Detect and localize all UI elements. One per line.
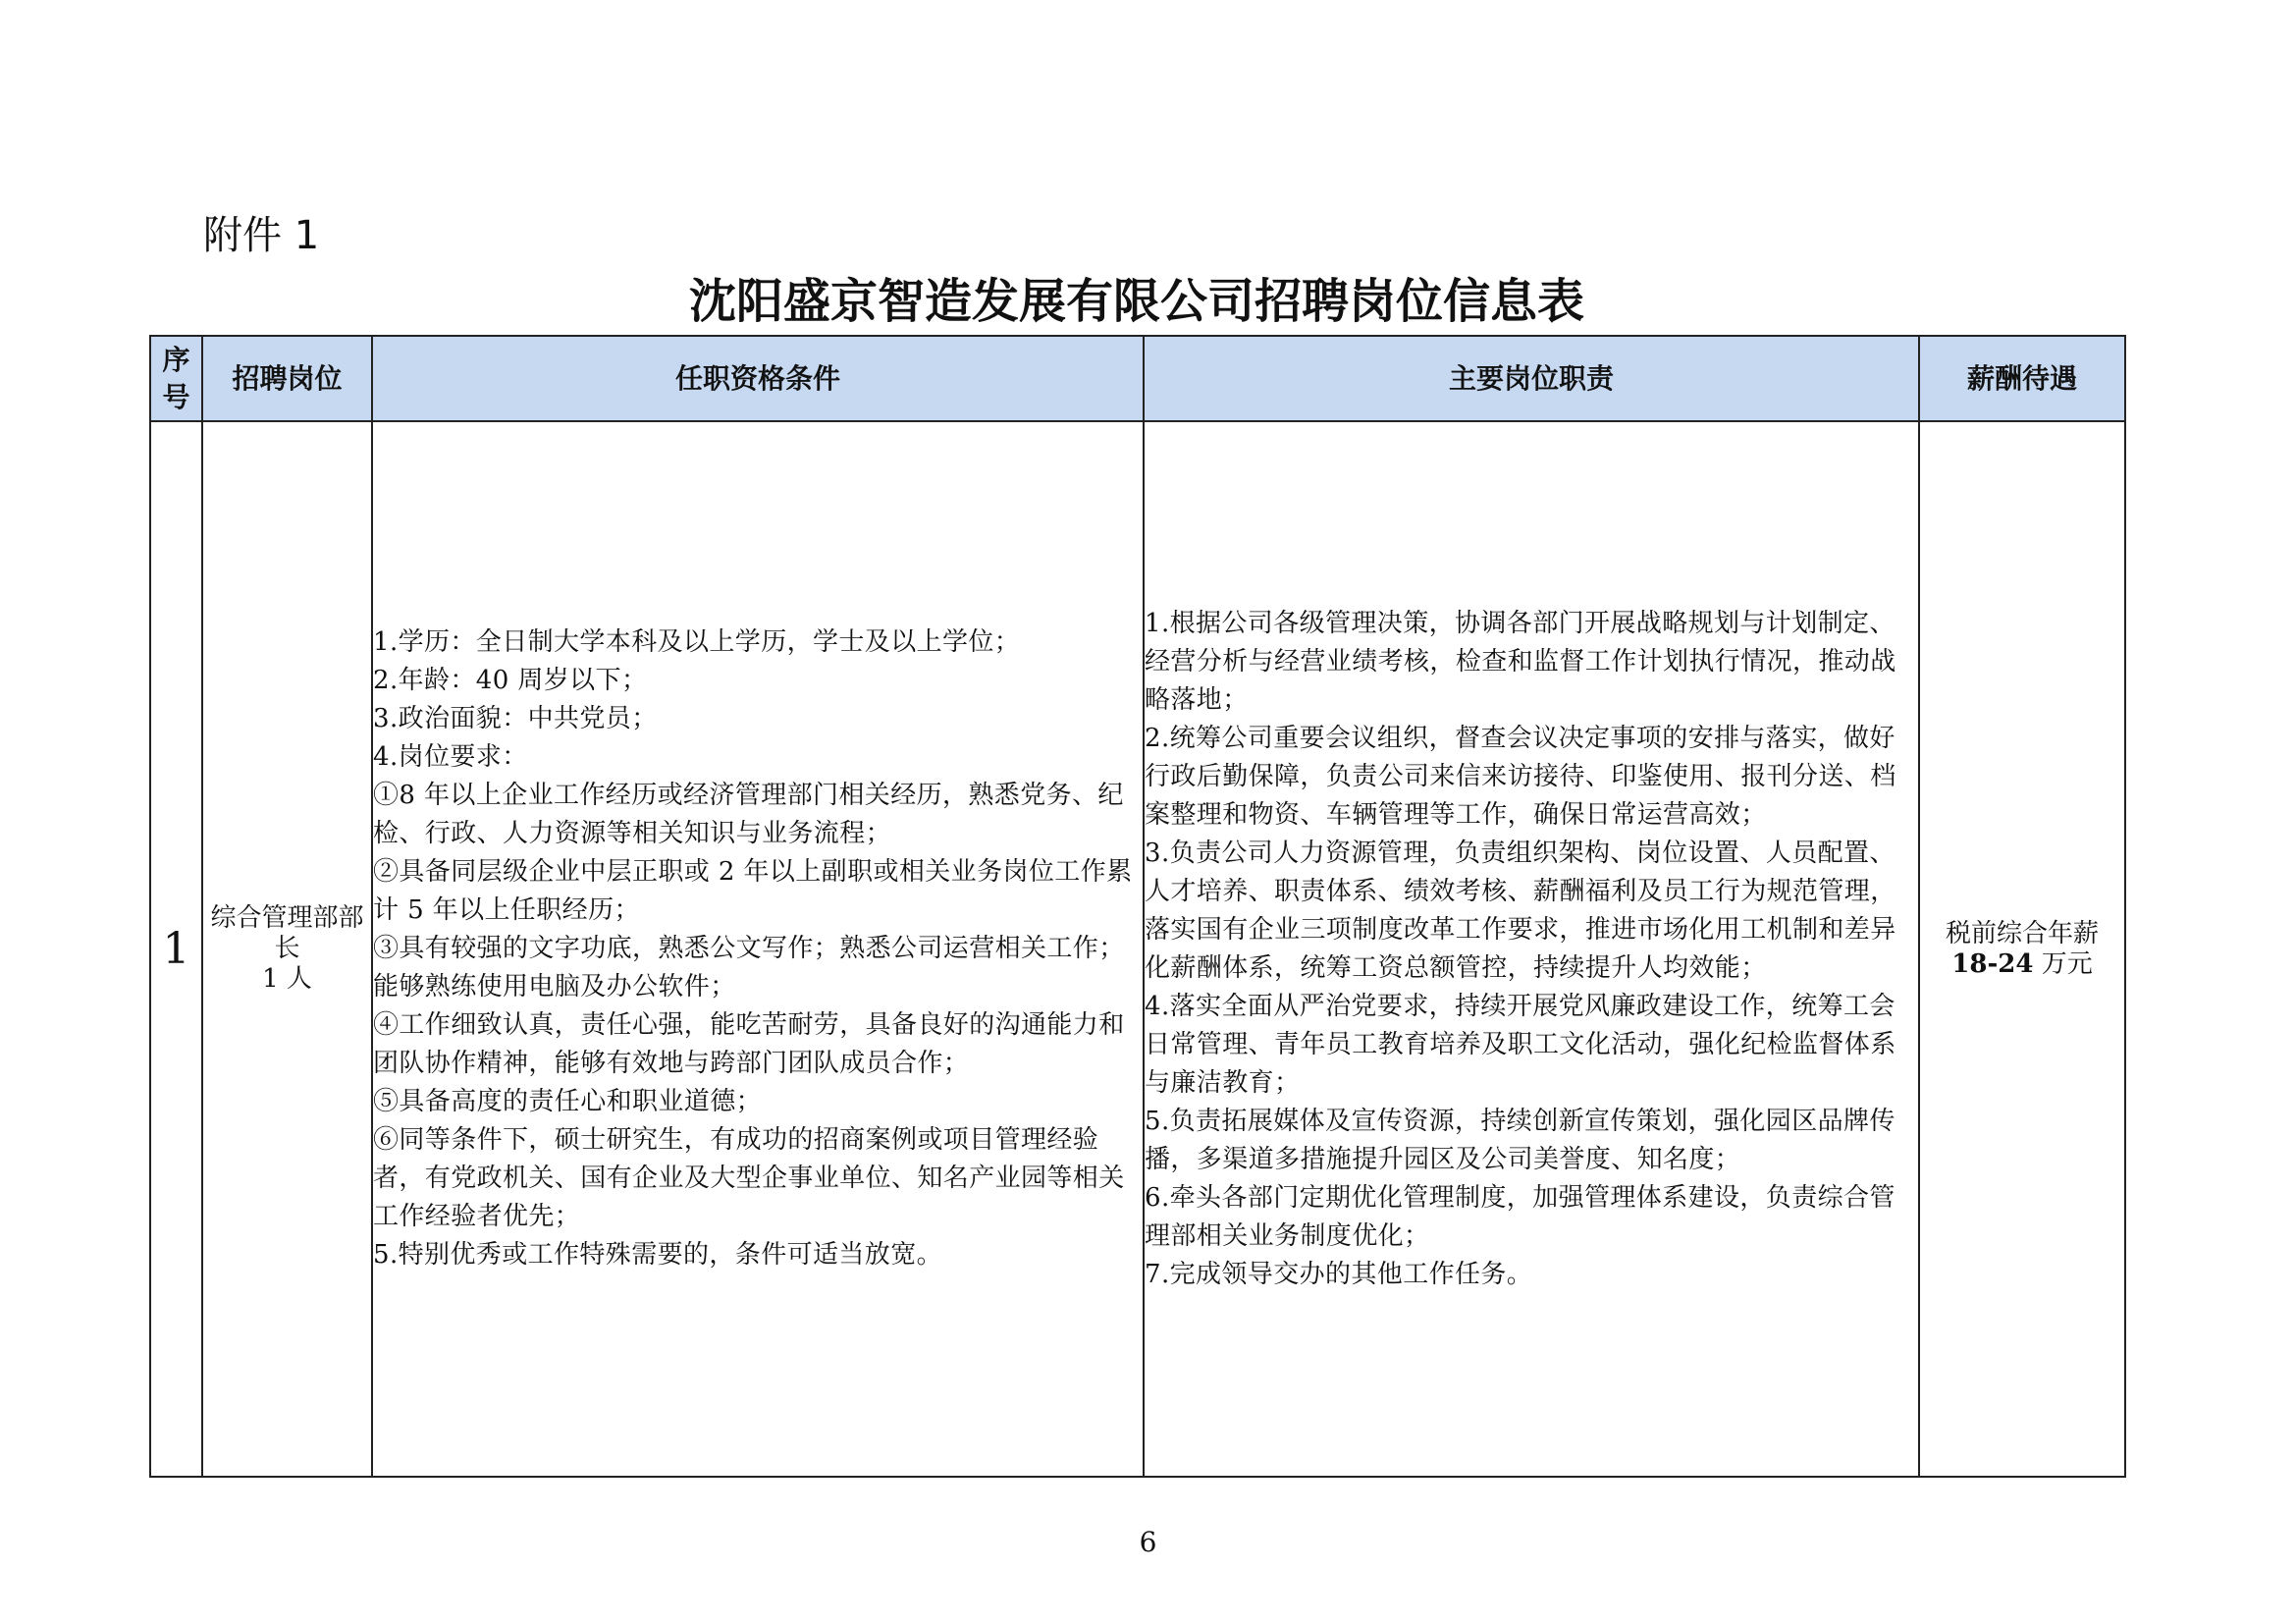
duty-item: 5.负责拓展媒体及宣传资源，持续创新宣传策划，强化园区品牌传播，多渠道多措施提升园区及公司美誉度、知名度；: [1145, 1106, 1896, 1174]
qualification-item: 4.岗位要求：: [373, 742, 528, 772]
job-info-table: [149, 335, 2126, 1478]
qualification-item: ②具备同层级企业中层正职或 2 年以上副职或相关业务岗位工作累计 5 年以上任职经历；: [373, 857, 1133, 925]
header-position: 招聘岗位: [202, 336, 372, 421]
duty-item: 1.根据公司各级管理决策，协调各部门开展战略规划与计划制定、经营分析与经营业绩考核，检查和监督工作计划执行情况，推动战略落地；: [1145, 608, 1896, 715]
qualification-item: ①8 年以上企业工作经历或经济管理部门相关经历，熟悉党务、纪检、行政、人力资源等相关知识与业务流程；: [373, 781, 1124, 848]
duty-item: 6.牵头各部门定期优化管理制度，加强管理体系建设，负责综合管理部相关业务制度优化；: [1145, 1182, 1896, 1251]
header-seq: 序号: [150, 336, 202, 421]
page-number: 6: [1139, 1526, 1157, 1558]
salary-unit: 万元: [2033, 948, 2093, 979]
row-position: [202, 421, 372, 1477]
row-salary: [1919, 421, 2125, 1477]
qualification-item: ⑥同等条件下，硕士研究生，有成功的招商案例或项目管理经验者，有党政机关、国有企业及大型企事业单位、知名产业园等相关工作经验者优先；: [373, 1125, 1125, 1231]
row-qualifications: [372, 421, 1144, 1477]
salary-amount: 18-24: [1951, 948, 2034, 979]
salary-label: 税前综合年薪: [1945, 918, 2099, 948]
qualification-item: 5.特别优秀或工作特殊需要的，条件可适当放宽。: [373, 1240, 943, 1270]
header-duties: 主要岗位职责: [1144, 336, 1919, 421]
duty-item: 3.负责公司人力资源管理，负责组织架构、岗位设置、人员配置、人才培养、职责体系、绩效考核、薪酬福利及员工行为规范管理，落实国有企业三项制度改革工作要求，推进市场化用工机制和差异化薪酬体系，统筹工资总额管控，持续提升人均效能；: [1145, 838, 1896, 983]
duty-item: 2.统筹公司重要会议组织，督查会议决定事项的安排与落实，做好行政后勤保障，负责公司来信来访接待、印鉴使用、报刊分送、档案整理和物资、车辆管理等工作，确保日常运营高效；: [1145, 723, 1896, 830]
duty-item: 7.完成领导交办的其他工作任务。: [1145, 1259, 1533, 1289]
table-row: [150, 421, 2125, 1477]
attachment-label: 附件 1: [203, 213, 320, 258]
qualification-item: 1.学历：全日制大学本科及以上学历，学士及以上学位；: [373, 627, 1021, 657]
qualification-item: ③具有较强的文字功底，熟悉公文写作；熟悉公司运营相关工作；能够熟练使用电脑及办公软件；: [373, 934, 1125, 1001]
position-headcount: 1 人: [262, 964, 312, 994]
header-qualifications: 任职资格条件: [372, 336, 1144, 421]
salary-range: [1920, 949, 2124, 980]
qualification-item: ④工作细致认真，责任心强，能吃苦耐劳，具备良好的沟通能力和团队协作精神，能够有效地与跨部门团队成员合作；: [373, 1010, 1125, 1078]
position-title: 综合管理部部长: [210, 903, 364, 963]
qualification-item: 3.政治面貌：中共党员；: [373, 704, 658, 733]
qualification-item: 2.年龄：40 周岁以下；: [373, 666, 648, 695]
header-salary: 薪酬待遇: [1919, 336, 2125, 421]
row-seq: 1: [150, 421, 202, 1477]
document-title: 沈阳盛京智造发展有限公司招聘岗位信息表: [688, 274, 1584, 329]
row-duties: [1144, 421, 1919, 1477]
duty-item: 4.落实全面从严治党要求，持续开展党风廉政建设工作，统筹工会日常管理、青年员工教育培养及职工文化活动，强化纪检监督体系与廉洁教育；: [1145, 991, 1896, 1098]
qualification-item: ⑤具备高度的责任心和职业道德；: [373, 1087, 763, 1116]
table-header-row: [150, 336, 2125, 421]
